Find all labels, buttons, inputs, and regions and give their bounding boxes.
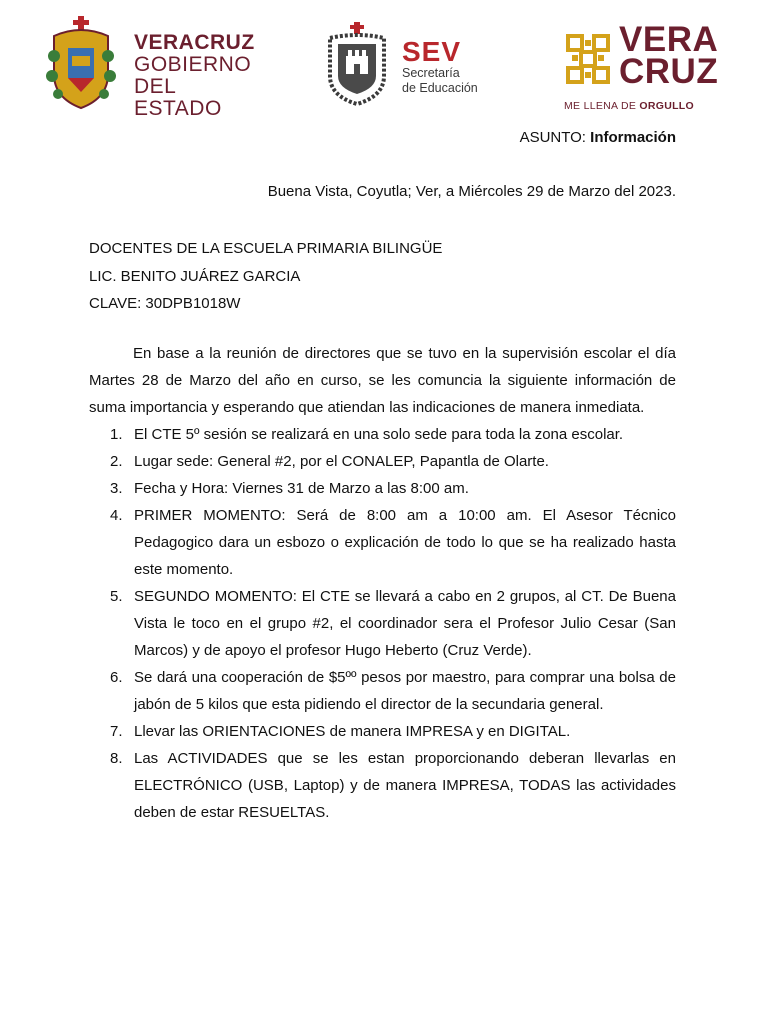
item-number: 1. bbox=[110, 426, 123, 443]
sev-line2: de Educación bbox=[402, 81, 478, 95]
recipient-line: CLAVE: 30DPB1018W bbox=[89, 295, 241, 312]
list-item bbox=[89, 448, 676, 475]
item-text: Fecha y Hora: Viernes 31 de Marzo a las 8:00 am. bbox=[134, 480, 469, 497]
item-number: 8. bbox=[110, 750, 123, 767]
orgullo-tagline bbox=[564, 100, 694, 112]
item-text: PRIMER MOMENTO: Será de 8:00 am a 10:00 am. El Asesor Técnico Pedagogico dara un esbozo o explicación de todo lo que se ha realizado hasta este momento. bbox=[134, 507, 676, 578]
coat-of-arms-icon bbox=[44, 16, 124, 112]
item-number: 2. bbox=[110, 453, 123, 470]
item-text: SEGUNDO MOMENTO: El CTE se llevará a cabo en 2 grupos, al CT. De Buena Vista le toco en el grupo #2, el coordinador sera el Profesor Julio Cesar (San Marcos) y de apoyo el profesor Hugo Heberto (Cruz Verde). bbox=[134, 588, 676, 659]
sev-acronym: SEV bbox=[402, 36, 462, 67]
cruz-word: CRUZ bbox=[619, 52, 719, 91]
letter-body bbox=[89, 340, 676, 826]
list-item bbox=[89, 502, 676, 583]
item-number: 6. bbox=[110, 669, 123, 686]
tagline-prefix: ME LLENA DE bbox=[564, 100, 640, 112]
item-number: 7. bbox=[110, 723, 123, 740]
recipient-line: LIC. BENITO JUÁREZ GARCIA bbox=[89, 267, 301, 285]
item-number: 3. bbox=[110, 480, 123, 497]
list-item bbox=[89, 745, 676, 826]
intro-paragraph: En base a la reunión de directores que se tuvo en la supervisión escolar el día Martes 28 de Marzo del año en curso, se les comuncia la siguiente información de suma importancia y esperando que atiendan las indicaciones de manera inmediata. bbox=[89, 345, 676, 416]
veracruz-orgullo-logo bbox=[564, 20, 719, 118]
knot-pattern-icon bbox=[564, 32, 614, 88]
list-item bbox=[89, 583, 676, 664]
list-item bbox=[89, 718, 676, 745]
gobierno-name: VERACRUZ bbox=[134, 31, 255, 54]
item-text: Se dará una cooperación de $5ºº pesos por maestro, para comprar una bolsa de jabón de 5 kilos que esta pidiendo el director de la secundaria general. bbox=[134, 669, 676, 713]
list-item bbox=[89, 421, 676, 448]
sev-shield-icon bbox=[324, 22, 392, 106]
asunto-line bbox=[520, 129, 676, 146]
list-item bbox=[89, 475, 676, 502]
item-text: Lugar sede: General #2, por el CONALEP, Papantla de Olarte. bbox=[134, 453, 549, 470]
sev-logo bbox=[324, 22, 504, 106]
item-number: 5. bbox=[110, 588, 123, 605]
instructions-list bbox=[89, 421, 676, 826]
asunto-value: Información bbox=[590, 129, 676, 146]
item-text: Llevar las ORIENTACIONES de manera IMPRESA y en DIGITAL. bbox=[134, 723, 571, 740]
asunto-label: ASUNTO: bbox=[519, 129, 591, 146]
gobierno-veracruz-logo bbox=[44, 16, 264, 120]
list-item bbox=[89, 664, 676, 718]
place-date: Buena Vista, Coyutla; Ver, a Miércoles 29 de Marzo del 2023. bbox=[267, 183, 676, 200]
gobierno-line2: GOBIERNO bbox=[134, 53, 252, 76]
item-text: Las ACTIVIDADES que se les estan proporcionando deberan llevarlas en ELECTRÓNICO (USB, Laptop) y de manera IMPRESA, TODAS las actividades deben de estar RESUELTAS. bbox=[134, 750, 676, 821]
recipient-line: DOCENTES DE LA ESCUELA PRIMARIA BILINGÜE bbox=[89, 240, 443, 257]
item-text: El CTE 5º sesión se realizará en una solo sede para toda la zona escolar. bbox=[134, 426, 624, 443]
vera-word: VERA bbox=[619, 20, 719, 59]
recipient-block bbox=[89, 235, 442, 318]
gobierno-line3: DEL ESTADO bbox=[134, 75, 222, 120]
item-number: 4. bbox=[110, 507, 123, 524]
tagline-orgullo: ORGULLO bbox=[639, 100, 694, 112]
sev-line1: Secretaría bbox=[402, 66, 460, 80]
